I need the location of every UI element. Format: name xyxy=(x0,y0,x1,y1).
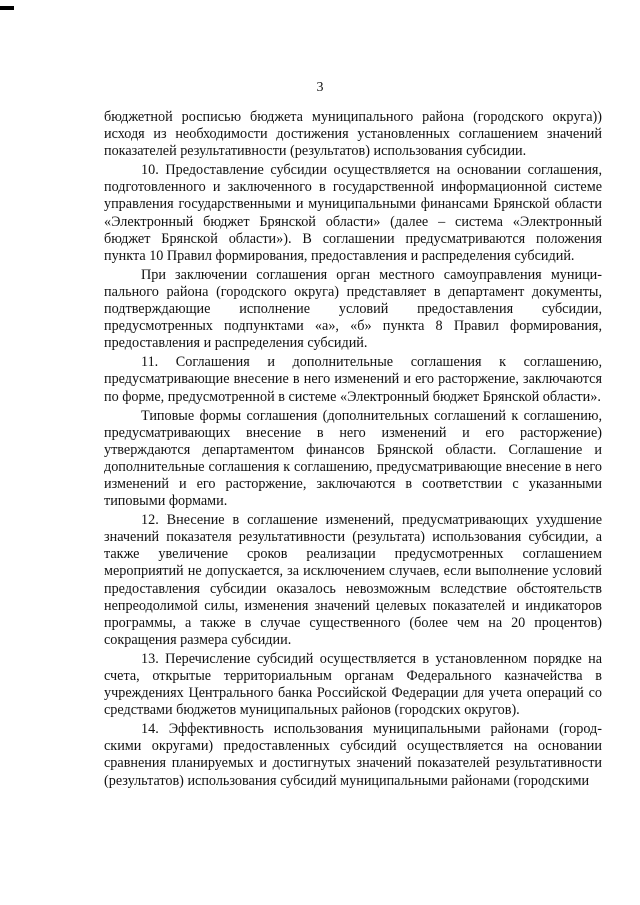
paragraph-item-11: 11. Соглашения и дополнительные соглашения к соглашению, предусматривающие внесение в него изменений и его расторжение, заключаются по форме, предусмотренной в системе «Электронный бюджет Брянской области». xyxy=(104,354,602,405)
paragraph-item-12: 12. Внесение в соглашение изменений, предусматривающих ухудшение значений показателя результативности (результата) использования субсидии, а также увеличение сроков реализации предусмотренных соглашением мероприятий не допускается, за исключением случаев, если выполнение условий предоставления субсидии оказалось невозможным вследствие обстоятельств непреодолимой силы, изменения значений целевых показателей и индикаторов программы, а также в случае существенного (более чем на 20 процентов) сокращения размера субсидии. xyxy=(104,512,602,648)
page-number: 3 xyxy=(316,80,324,95)
paragraph-item-13: 13. Перечисление субсидий осуществляется в установленном порядке на счета, открытые территориальным органам Федерального казначейства в учреждениях Центрального банка Российской Федерации для учета операций со средствами бюджетов муниципальных районов (городских округов). xyxy=(104,650,602,719)
paragraph-standard-forms: Типовые формы соглашения (дополнительных соглашений к соглашению, предусматривающих внесение в него изменений и его расторжение) утверждаются департаментом финансов Брянской области. Соглашение и дополнительные соглашения к соглашению, предусматривающие внесение в него изменений и его расторжение, заключаются в соответствии с указанными типовыми формами. xyxy=(104,407,602,510)
scan-edge-mark xyxy=(0,6,14,10)
paragraph-item-14: 14. Эффективность использования муниципальными районами (городскими округами) предоставленных субсидий осуществляется на основании сравнения планируемых и достигнутых значений показателей результативности (результатов) использования субсидий муниципальными районами (городскими xyxy=(104,721,602,789)
paragraph-item-10: 10. Предоставление субсидии осуществляется на основании соглашения, подготовленного и заключенного в государственной информационной системе управления государственными и муниципальными финансами Брянской области «Электронный бюджет Брянской области» (далее – система «Электронный бюджет Брянской области»). В соглашении предусматриваются положения пункта 10 Правил формирования, предоставления и распределения субсидий. xyxy=(104,162,602,264)
paragraph-continuation: бюджетной росписью бюджета муниципального района (городского округа)) исходя из необходимости достижения установленных соглашением значений показателей результативности (результатов) использования субсидии. xyxy=(104,109,602,160)
paragraph-agreement-documents: При заключении соглашения орган местного самоуправления муниципального района (городского округа) представляет в департамент документы, подтверждающие исполнение условий предоставления субсидии, предусмотренных подпунктами «а», «б» пункта 8 Правил формирования, предоставления и распределения субсидий. xyxy=(104,266,602,352)
document-body xyxy=(104,109,602,790)
